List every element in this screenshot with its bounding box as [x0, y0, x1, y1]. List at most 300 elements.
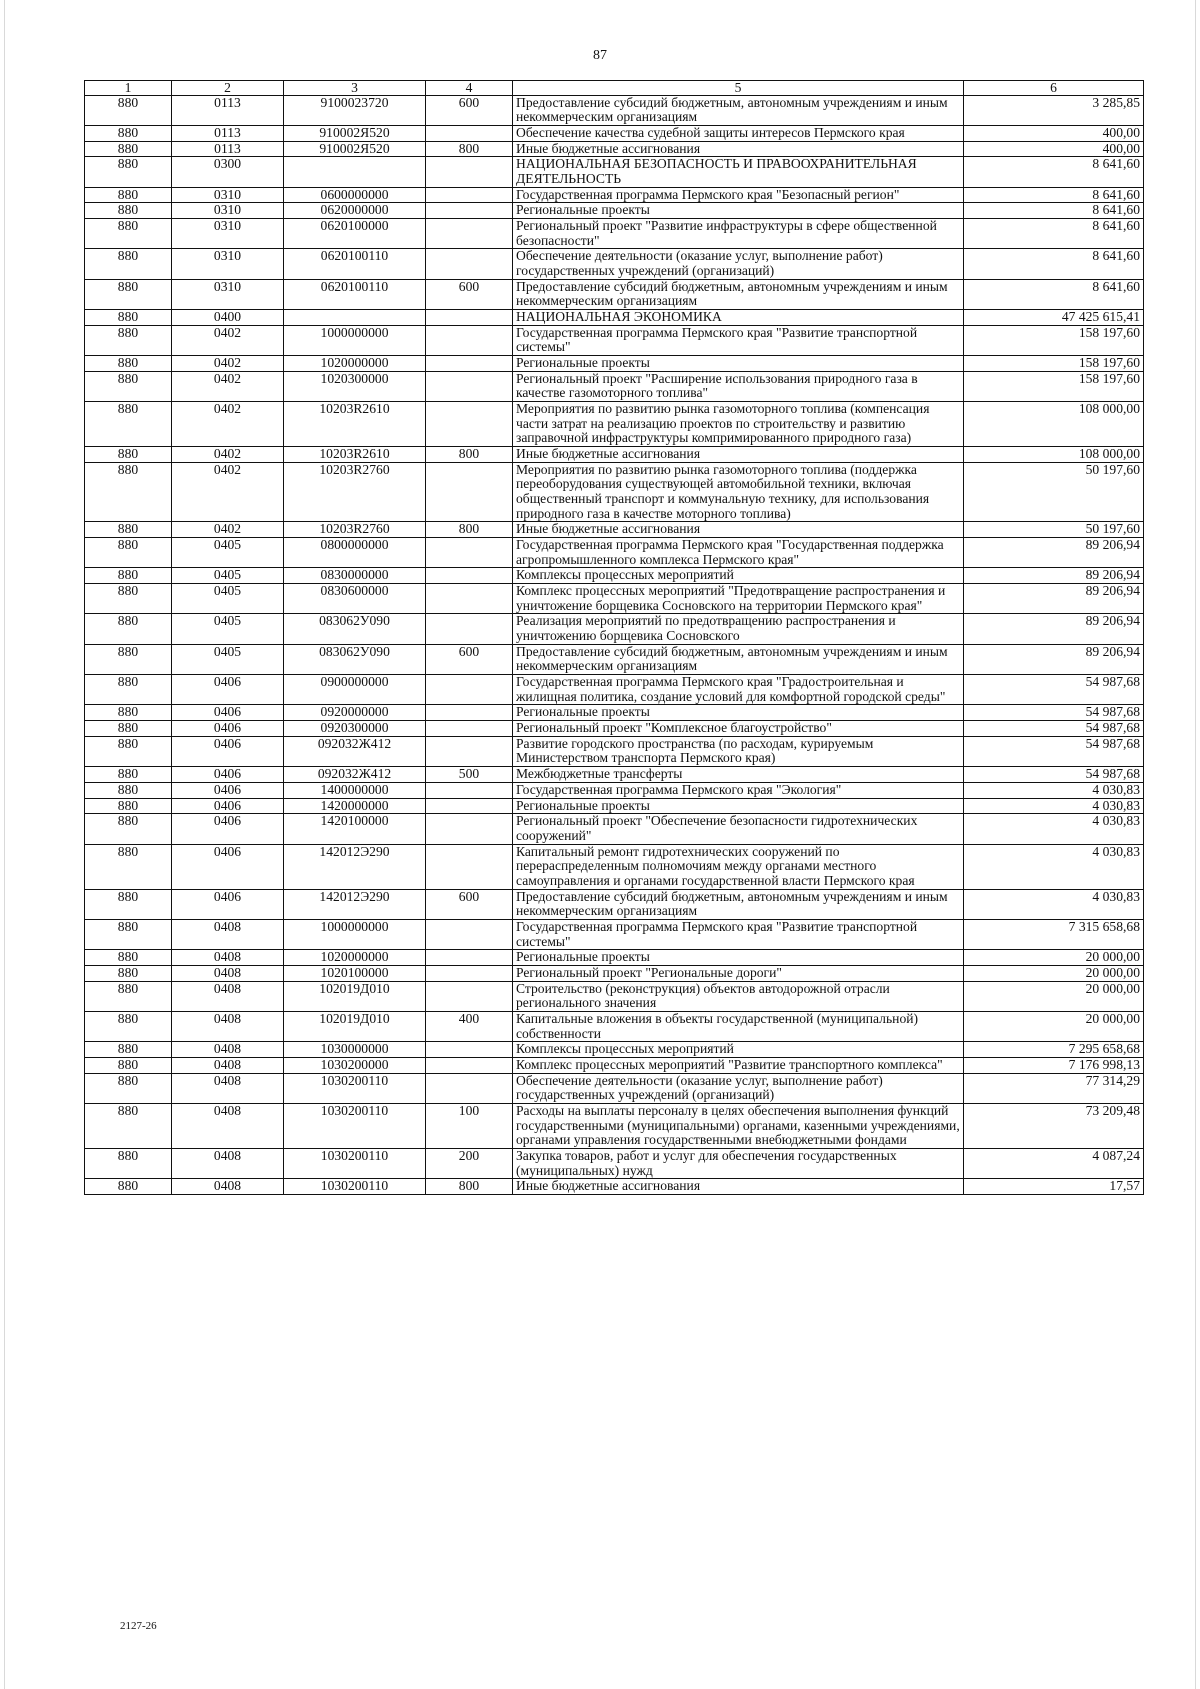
ministry-code-cell: 880 [85, 447, 172, 463]
item-name-cell: Развитие городского пространства (по расходам, курируемым Министерством транспорта Пермского края) [513, 736, 964, 766]
target-article-code-cell: 102019Д010 [284, 1011, 426, 1041]
section-code-cell: 0402 [172, 462, 284, 522]
section-code-cell: 0310 [172, 279, 284, 309]
item-name-cell: Комплексы процессных мероприятий [513, 1042, 964, 1058]
expense-type-code-cell [426, 249, 513, 279]
ministry-code-cell: 880 [85, 157, 172, 187]
target-article-code-cell: 1030200110 [284, 1103, 426, 1148]
table-row [85, 1011, 1144, 1041]
expense-type-code-cell: 600 [426, 95, 513, 125]
section-code-cell: 0406 [172, 736, 284, 766]
table-row [85, 371, 1144, 401]
amount-cell: 20 000,00 [964, 950, 1144, 966]
expense-type-code-cell: 800 [426, 141, 513, 157]
item-name-cell: Комплексы процессных мероприятий [513, 568, 964, 584]
section-code-cell: 0408 [172, 965, 284, 981]
table-row [85, 965, 1144, 981]
target-article-code-cell: 0900000000 [284, 675, 426, 705]
table-row [85, 721, 1144, 737]
item-name-cell: Предоставление субсидий бюджетным, автономным учреждениям и иным некоммерческим организациям [513, 279, 964, 309]
amount-cell: 4 030,83 [964, 782, 1144, 798]
ministry-code-cell: 880 [85, 721, 172, 737]
target-article-code-cell: 1420100000 [284, 814, 426, 844]
amount-cell: 158 197,60 [964, 371, 1144, 401]
expense-type-code-cell [426, 568, 513, 584]
target-article-code-cell: 0620100110 [284, 249, 426, 279]
amount-cell: 108 000,00 [964, 447, 1144, 463]
ministry-code-cell: 880 [85, 1057, 172, 1073]
ministry-code-cell: 880 [85, 187, 172, 203]
expense-type-code-cell [426, 325, 513, 355]
section-code-cell: 0310 [172, 218, 284, 248]
table-row [85, 203, 1144, 219]
expense-type-code-cell [426, 814, 513, 844]
ministry-code-cell: 880 [85, 203, 172, 219]
item-name-cell: Государственная программа Пермского края "Безопасный регион" [513, 187, 964, 203]
table-row [85, 919, 1144, 949]
table-row [85, 1148, 1144, 1178]
item-name-cell: Региональные проекты [513, 203, 964, 219]
expense-type-code-cell [426, 371, 513, 401]
amount-cell: 54 987,68 [964, 705, 1144, 721]
target-article-code-cell: 10203R2760 [284, 462, 426, 522]
expense-type-code-cell: 200 [426, 1148, 513, 1178]
expense-type-code-cell: 800 [426, 447, 513, 463]
expense-type-code-cell [426, 310, 513, 326]
amount-cell: 20 000,00 [964, 965, 1144, 981]
amount-cell: 20 000,00 [964, 1011, 1144, 1041]
section-code-cell: 0310 [172, 203, 284, 219]
amount-cell: 89 206,94 [964, 614, 1144, 644]
item-name-cell: Региональные проекты [513, 356, 964, 372]
ministry-code-cell: 880 [85, 705, 172, 721]
amount-cell: 4 087,24 [964, 1148, 1144, 1178]
item-name-cell: Реализация мероприятий по предотвращению распространения и уничтожению борщевика Сосновского [513, 614, 964, 644]
ministry-code-cell: 880 [85, 965, 172, 981]
item-name-cell: Региональный проект "Обеспечение безопасности гидротехнических сооружений" [513, 814, 964, 844]
ministry-code-cell: 880 [85, 981, 172, 1011]
item-name-cell: Государственная программа Пермского края "Развитие транспортной системы" [513, 919, 964, 949]
expense-type-code-cell: 100 [426, 1103, 513, 1148]
item-name-cell: Иные бюджетные ассигнования [513, 141, 964, 157]
amount-cell: 77 314,29 [964, 1073, 1144, 1103]
amount-cell: 8 641,60 [964, 218, 1144, 248]
ministry-code-cell: 880 [85, 310, 172, 326]
ministry-code-cell: 880 [85, 675, 172, 705]
section-code-cell: 0310 [172, 187, 284, 203]
table-row [85, 782, 1144, 798]
expense-type-code-cell [426, 919, 513, 949]
expense-type-code-cell [426, 356, 513, 372]
target-article-code-cell: 10203R2760 [284, 522, 426, 538]
ministry-code-cell: 880 [85, 1042, 172, 1058]
expense-type-code-cell [426, 203, 513, 219]
section-code-cell: 0400 [172, 310, 284, 326]
item-name-cell: Региональный проект "Развитие инфраструктуры в сфере общественной безопасности" [513, 218, 964, 248]
ministry-code-cell: 880 [85, 644, 172, 674]
item-name-cell: Мероприятия по развитию рынка газомоторного топлива (компенсация части затрат на реализацию проектов по строительству и развитию заправочной инфраструктуры компримированного природного газа) [513, 402, 964, 447]
budget-table [84, 80, 1144, 1195]
section-code-cell: 0406 [172, 721, 284, 737]
expense-type-code-cell: 800 [426, 1179, 513, 1195]
ministry-code-cell: 880 [85, 844, 172, 889]
target-article-code-cell: 1000000000 [284, 325, 426, 355]
expense-type-code-cell [426, 675, 513, 705]
section-code-cell: 0405 [172, 644, 284, 674]
expense-type-code-cell [426, 721, 513, 737]
amount-cell: 3 285,85 [964, 95, 1144, 125]
amount-cell: 4 030,83 [964, 814, 1144, 844]
ministry-code-cell: 880 [85, 1179, 172, 1195]
item-name-cell: Комплекс процессных мероприятий "Предотвращение распространения и уничтожение борщевика Сосновского на территории Пермского края" [513, 584, 964, 614]
target-article-code-cell [284, 310, 426, 326]
table-row [85, 705, 1144, 721]
target-article-code-cell: 0920300000 [284, 721, 426, 737]
target-article-code-cell: 0620000000 [284, 203, 426, 219]
section-code-cell: 0300 [172, 157, 284, 187]
table-body [85, 81, 1144, 1195]
expense-type-code-cell [426, 614, 513, 644]
target-article-code-cell: 1420000000 [284, 798, 426, 814]
ministry-code-cell: 880 [85, 919, 172, 949]
target-article-code-cell: 1030200110 [284, 1073, 426, 1103]
amount-cell: 54 987,68 [964, 736, 1144, 766]
item-name-cell: Иные бюджетные ассигнования [513, 522, 964, 538]
amount-cell: 7 176 998,13 [964, 1057, 1144, 1073]
section-code-cell: 0402 [172, 522, 284, 538]
table-row [85, 187, 1144, 203]
target-article-code-cell [284, 157, 426, 187]
table-row [85, 141, 1144, 157]
header-cell: 3 [284, 81, 426, 96]
target-article-code-cell: 1030200110 [284, 1148, 426, 1178]
item-name-cell: Предоставление субсидий бюджетным, автономным учреждениям и иным некоммерческим организациям [513, 95, 964, 125]
table-row [85, 522, 1144, 538]
section-code-cell: 0405 [172, 584, 284, 614]
section-code-cell: 0402 [172, 325, 284, 355]
amount-cell: 4 030,83 [964, 889, 1144, 919]
section-code-cell: 0408 [172, 1103, 284, 1148]
table-row [85, 736, 1144, 766]
item-name-cell: Закупка товаров, работ и услуг для обеспечения государственных (муниципальных) нужд [513, 1148, 964, 1178]
amount-cell: 400,00 [964, 125, 1144, 141]
target-article-code-cell: 0620100110 [284, 279, 426, 309]
ministry-code-cell: 880 [85, 614, 172, 644]
item-name-cell: Иные бюджетные ассигнования [513, 447, 964, 463]
section-code-cell: 0406 [172, 814, 284, 844]
amount-cell: 4 030,83 [964, 798, 1144, 814]
target-article-code-cell: 142012Э290 [284, 844, 426, 889]
amount-cell: 158 197,60 [964, 356, 1144, 372]
amount-cell: 4 030,83 [964, 844, 1144, 889]
target-article-code-cell: 092032Ж412 [284, 767, 426, 783]
header-row [85, 81, 1144, 96]
amount-cell: 158 197,60 [964, 325, 1144, 355]
ministry-code-cell: 880 [85, 125, 172, 141]
expense-type-code-cell [426, 1042, 513, 1058]
table-row [85, 981, 1144, 1011]
ministry-code-cell: 880 [85, 736, 172, 766]
expense-type-code-cell [426, 125, 513, 141]
header-cell: 1 [85, 81, 172, 96]
ministry-code-cell: 880 [85, 767, 172, 783]
item-name-cell: Государственная программа Пермского края "Государственная поддержка агропромышленного комплекса Пермского края" [513, 538, 964, 568]
table-row [85, 1073, 1144, 1103]
ministry-code-cell: 880 [85, 889, 172, 919]
expense-type-code-cell [426, 736, 513, 766]
item-name-cell: Государственная программа Пермского края "Экология" [513, 782, 964, 798]
ministry-code-cell: 880 [85, 584, 172, 614]
ministry-code-cell: 880 [85, 1148, 172, 1178]
document-code: 2127-26 [120, 1620, 157, 1632]
table-row [85, 157, 1144, 187]
section-code-cell: 0408 [172, 981, 284, 1011]
item-name-cell: Расходы на выплаты персоналу в целях обеспечения выполнения функций государственными (муниципальными) органами, казенными учреждениями, органами управления государственными внебюджетными фондами [513, 1103, 964, 1148]
amount-cell: 108 000,00 [964, 402, 1144, 447]
table-row [85, 125, 1144, 141]
section-code-cell: 0406 [172, 782, 284, 798]
section-code-cell: 0408 [172, 1148, 284, 1178]
section-code-cell: 0408 [172, 1042, 284, 1058]
table-row [85, 950, 1144, 966]
section-code-cell: 0113 [172, 125, 284, 141]
target-article-code-cell: 083062У090 [284, 644, 426, 674]
target-article-code-cell: 1020100000 [284, 965, 426, 981]
amount-cell: 47 425 615,41 [964, 310, 1144, 326]
table-row [85, 447, 1144, 463]
expense-type-code-cell [426, 1073, 513, 1103]
item-name-cell: Иные бюджетные ассигнования [513, 1179, 964, 1195]
ministry-code-cell: 880 [85, 402, 172, 447]
expense-type-code-cell [426, 950, 513, 966]
table-row [85, 1179, 1144, 1195]
target-article-code-cell: 1020300000 [284, 371, 426, 401]
expense-type-code-cell [426, 157, 513, 187]
ministry-code-cell: 880 [85, 371, 172, 401]
expense-type-code-cell [426, 462, 513, 522]
item-name-cell: Капитальные вложения в объекты государственной (муниципальной) собственности [513, 1011, 964, 1041]
target-article-code-cell: 0600000000 [284, 187, 426, 203]
section-code-cell: 0402 [172, 402, 284, 447]
item-name-cell: НАЦИОНАЛЬНАЯ БЕЗОПАСНОСТЬ И ПРАВООХРАНИТЕЛЬНАЯ ДЕЯТЕЛЬНОСТЬ [513, 157, 964, 187]
expense-type-code-cell [426, 218, 513, 248]
expense-type-code-cell: 600 [426, 644, 513, 674]
target-article-code-cell: 9100023720 [284, 95, 426, 125]
section-code-cell: 0310 [172, 249, 284, 279]
ministry-code-cell: 880 [85, 218, 172, 248]
amount-cell: 50 197,60 [964, 462, 1144, 522]
ministry-code-cell: 880 [85, 462, 172, 522]
expense-type-code-cell [426, 538, 513, 568]
table-row [85, 218, 1144, 248]
item-name-cell: Региональный проект "Региональные дороги" [513, 965, 964, 981]
section-code-cell: 0405 [172, 568, 284, 584]
amount-cell: 400,00 [964, 141, 1144, 157]
table-row [85, 402, 1144, 447]
ministry-code-cell: 880 [85, 814, 172, 844]
table-row [85, 95, 1144, 125]
item-name-cell: Капитальный ремонт гидротехнических сооружений по перераспределенным полномочиям между органами местного самоуправления и органами государственной власти Пермского края [513, 844, 964, 889]
item-name-cell: Межбюджетные трансферты [513, 767, 964, 783]
amount-cell: 73 209,48 [964, 1103, 1144, 1148]
table-row [85, 814, 1144, 844]
amount-cell: 8 641,60 [964, 249, 1144, 279]
amount-cell: 54 987,68 [964, 675, 1144, 705]
ministry-code-cell: 880 [85, 568, 172, 584]
table-row [85, 644, 1144, 674]
table-row [85, 767, 1144, 783]
target-article-code-cell: 102019Д010 [284, 981, 426, 1011]
target-article-code-cell: 0830000000 [284, 568, 426, 584]
table-row [85, 462, 1144, 522]
amount-cell: 8 641,60 [964, 157, 1144, 187]
item-name-cell: Региональные проекты [513, 798, 964, 814]
table-row [85, 325, 1144, 355]
section-code-cell: 0408 [172, 1073, 284, 1103]
section-code-cell: 0406 [172, 767, 284, 783]
expense-type-code-cell [426, 782, 513, 798]
target-article-code-cell: 910002Я520 [284, 141, 426, 157]
target-article-code-cell: 083062У090 [284, 614, 426, 644]
expense-type-code-cell: 500 [426, 767, 513, 783]
section-code-cell: 0113 [172, 95, 284, 125]
table-row [85, 1042, 1144, 1058]
target-article-code-cell: 10203R2610 [284, 447, 426, 463]
item-name-cell: НАЦИОНАЛЬНАЯ ЭКОНОМИКА [513, 310, 964, 326]
section-code-cell: 0113 [172, 141, 284, 157]
expense-type-code-cell: 600 [426, 279, 513, 309]
table-row [85, 356, 1144, 372]
ministry-code-cell: 880 [85, 141, 172, 157]
target-article-code-cell: 0830600000 [284, 584, 426, 614]
section-code-cell: 0408 [172, 1011, 284, 1041]
table-row [85, 798, 1144, 814]
item-name-cell: Региональный проект "Расширение использования природного газа в качестве газомоторного топлива" [513, 371, 964, 401]
amount-cell: 8 641,60 [964, 203, 1144, 219]
table-row [85, 538, 1144, 568]
section-code-cell: 0402 [172, 356, 284, 372]
ministry-code-cell: 880 [85, 325, 172, 355]
ministry-code-cell: 880 [85, 1103, 172, 1148]
section-code-cell: 0405 [172, 538, 284, 568]
expense-type-code-cell: 600 [426, 889, 513, 919]
target-article-code-cell: 0800000000 [284, 538, 426, 568]
ministry-code-cell: 880 [85, 1073, 172, 1103]
page-number: 87 [593, 48, 607, 63]
target-article-code-cell: 1030200000 [284, 1057, 426, 1073]
amount-cell: 7 315 658,68 [964, 919, 1144, 949]
amount-cell: 8 641,60 [964, 279, 1144, 309]
section-code-cell: 0402 [172, 371, 284, 401]
item-name-cell: Государственная программа Пермского края "Развитие транспортной системы" [513, 325, 964, 355]
expense-type-code-cell [426, 965, 513, 981]
amount-cell: 54 987,68 [964, 721, 1144, 737]
item-name-cell: Предоставление субсидий бюджетным, автономным учреждениям и иным некоммерческим организациям [513, 644, 964, 674]
item-name-cell: Государственная программа Пермского края "Градостроительная и жилищная политика, создание условий для комфортной городской среды" [513, 675, 964, 705]
amount-cell: 54 987,68 [964, 767, 1144, 783]
table-row [85, 1057, 1144, 1073]
expense-type-code-cell: 800 [426, 522, 513, 538]
table-row [85, 279, 1144, 309]
table-row [85, 568, 1144, 584]
target-article-code-cell: 142012Э290 [284, 889, 426, 919]
item-name-cell: Региональные проекты [513, 950, 964, 966]
section-code-cell: 0406 [172, 889, 284, 919]
target-article-code-cell: 1030200110 [284, 1179, 426, 1195]
expense-type-code-cell [426, 705, 513, 721]
amount-cell: 89 206,94 [964, 538, 1144, 568]
amount-cell: 8 641,60 [964, 187, 1144, 203]
ministry-code-cell: 880 [85, 356, 172, 372]
table-row [85, 249, 1144, 279]
table-row [85, 614, 1144, 644]
item-name-cell: Обеспечение деятельности (оказание услуг, выполнение работ) государственных учреждений (организаций) [513, 1073, 964, 1103]
item-name-cell: Предоставление субсидий бюджетным, автономным учреждениям и иным некоммерческим организациям [513, 889, 964, 919]
ministry-code-cell: 880 [85, 950, 172, 966]
item-name-cell: Строительство (реконструкция) объектов автодорожной отрасли регионального значения [513, 981, 964, 1011]
expense-type-code-cell [426, 844, 513, 889]
amount-cell: 89 206,94 [964, 584, 1144, 614]
amount-cell: 7 295 658,68 [964, 1042, 1144, 1058]
target-article-code-cell: 0920000000 [284, 705, 426, 721]
ministry-code-cell: 880 [85, 249, 172, 279]
target-article-code-cell: 0620100000 [284, 218, 426, 248]
section-code-cell: 0406 [172, 798, 284, 814]
section-code-cell: 0406 [172, 705, 284, 721]
target-article-code-cell: 1400000000 [284, 782, 426, 798]
header-cell: 4 [426, 81, 513, 96]
table-row [85, 310, 1144, 326]
amount-cell: 20 000,00 [964, 981, 1144, 1011]
target-article-code-cell: 1020000000 [284, 356, 426, 372]
section-code-cell: 0408 [172, 1057, 284, 1073]
expense-type-code-cell [426, 187, 513, 203]
target-article-code-cell: 1020000000 [284, 950, 426, 966]
amount-cell: 89 206,94 [964, 568, 1144, 584]
amount-cell: 50 197,60 [964, 522, 1144, 538]
amount-cell: 17,57 [964, 1179, 1144, 1195]
section-code-cell: 0406 [172, 675, 284, 705]
expense-type-code-cell [426, 798, 513, 814]
item-name-cell: Обеспечение деятельности (оказание услуг, выполнение работ) государственных учреждений (организаций) [513, 249, 964, 279]
table-row [85, 844, 1144, 889]
section-code-cell: 0402 [172, 447, 284, 463]
ministry-code-cell: 880 [85, 279, 172, 309]
target-article-code-cell: 092032Ж412 [284, 736, 426, 766]
ministry-code-cell: 880 [85, 95, 172, 125]
table-row [85, 1103, 1144, 1148]
table-row [85, 584, 1144, 614]
ministry-code-cell: 880 [85, 538, 172, 568]
section-code-cell: 0408 [172, 919, 284, 949]
target-article-code-cell: 1030000000 [284, 1042, 426, 1058]
expense-type-code-cell [426, 981, 513, 1011]
item-name-cell: Региональный проект "Комплексное благоустройство" [513, 721, 964, 737]
item-name-cell: Региональные проекты [513, 705, 964, 721]
scan-edge [1195, 0, 1196, 1689]
scan-edge [4, 0, 5, 1689]
section-code-cell: 0408 [172, 950, 284, 966]
section-code-cell: 0406 [172, 844, 284, 889]
header-cell: 2 [172, 81, 284, 96]
ministry-code-cell: 880 [85, 782, 172, 798]
item-name-cell: Обеспечение качества судебной защиты интересов Пермского края [513, 125, 964, 141]
header-cell: 5 [513, 81, 964, 96]
section-code-cell: 0408 [172, 1179, 284, 1195]
amount-cell: 89 206,94 [964, 644, 1144, 674]
table-row [85, 675, 1144, 705]
target-article-code-cell: 1000000000 [284, 919, 426, 949]
